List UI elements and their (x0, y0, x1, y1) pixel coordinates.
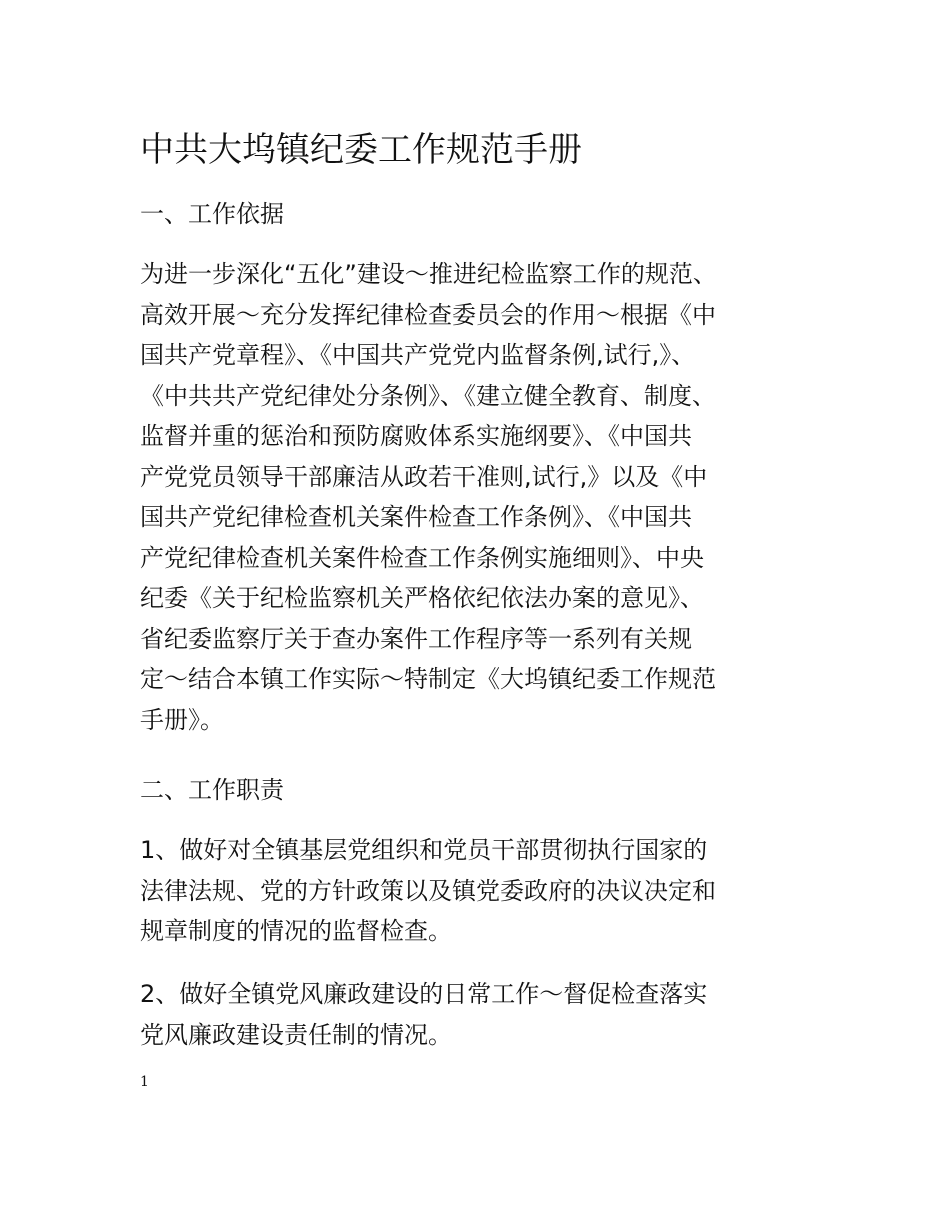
paragraph-line: 省纪委监察厅关于查办案件工作程序等一系列有关规 (140, 624, 692, 653)
paragraph-line: 产党党员领导干部廉洁从政若干准则,试行,》以及《中 (140, 462, 708, 491)
paragraph-line: 高效开展～充分发挥纪律检查委员会的作用～根据《中 (140, 300, 716, 329)
duty-item-2 (140, 974, 830, 1055)
paragraph-line: 1、做好对全镇基层党组织和党员干部贯彻执行国家的 (140, 836, 708, 864)
work-basis-paragraph (140, 254, 830, 740)
duty-item-1 (140, 830, 830, 952)
paragraph-line: 纪委《关于纪检监察机关严格依纪依法办案的意见》、 (140, 584, 704, 612)
paragraph-line: 为进一步深化“五化”建设～推进纪检监察工作的规范、 (140, 260, 717, 288)
page-number: 1 (140, 1074, 149, 1090)
paragraph-line: 《中共共产党纪律处分条例》、《建立健全教育、制度、 (140, 381, 716, 410)
section-heading-work-duties: 二、工作职责 (140, 776, 284, 804)
paragraph-line: 国共产党纪律检查机关案件检查工作条例》、《中国共 (140, 503, 692, 531)
paragraph-line: 定～结合本镇工作实际～特制定《大坞镇纪委工作规范 (140, 665, 716, 693)
paragraph-line: 监督并重的惩治和预防腐败体系实施纲要》、《中国共 (140, 422, 692, 450)
paragraph-line: 法律法规、党的方针政策以及镇党委政府的决议决定和 (140, 876, 716, 905)
paragraph-line: 产党纪律检查机关案件检查工作条例实施细则》、中央 (140, 543, 704, 572)
paragraph-line: 规章制度的情况的监督检查。 (140, 917, 452, 945)
paragraph-line: 党风廉政建设责任制的情况。 (140, 1020, 452, 1049)
paragraph-line: 2、做好全镇党风廉政建设的日常工作～督促检查落实 (140, 980, 708, 1008)
paragraph-line: 手册》。 (140, 705, 224, 734)
section-heading-work-basis: 一、工作依据 (140, 200, 284, 228)
paragraph-line: 国共产党章程》、《中国共产党党内监督条例,试行,》、 (140, 341, 696, 369)
document-title: 中共大坞镇纪委工作规范手册 (140, 130, 582, 170)
